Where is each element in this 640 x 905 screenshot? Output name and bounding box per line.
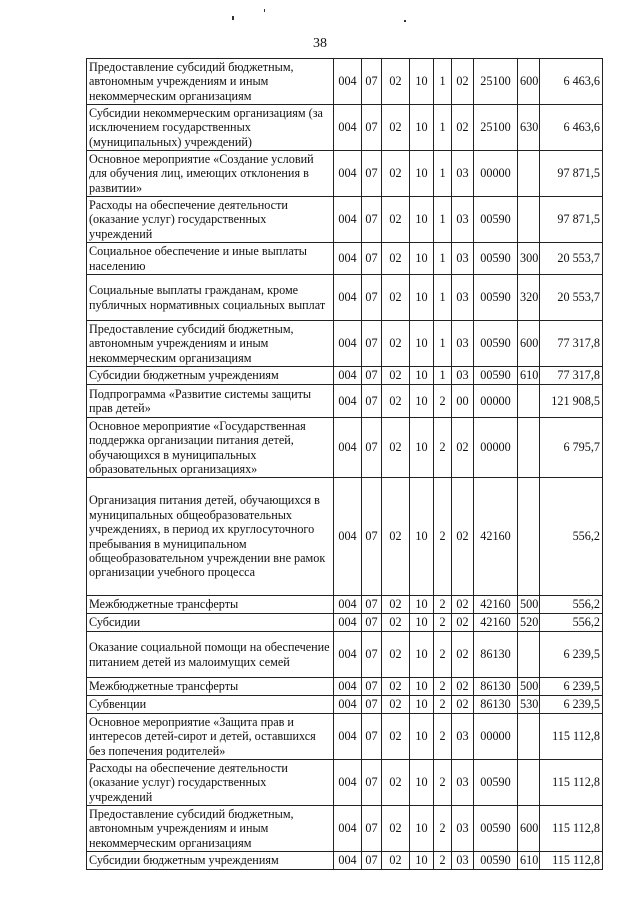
code-cell-c5: 2 [434,696,452,714]
amount-cell: 556,2 [540,478,603,596]
code-cell-c2: 07 [362,596,382,614]
code-cell-c6: 03 [452,760,474,806]
table-row [87,852,603,870]
code-cell-c1: 004 [334,321,362,367]
table-row [87,418,603,478]
code-cell-c5: 1 [434,321,452,367]
code-cell-c1: 004 [334,151,362,197]
code-cell-c7: 25100 [474,105,518,151]
row-name: Субвенции [87,696,334,714]
table-row [87,367,603,385]
code-cell-c7: 42160 [474,596,518,614]
code-cell-c5: 2 [434,806,452,852]
code-cell-c4: 10 [410,696,434,714]
code-cell-c3: 02 [382,852,410,870]
row-name: Субсидии бюджетным учреждениям [87,852,334,870]
table-row [87,385,603,418]
code-cell-c7: 86130 [474,632,518,678]
code-cell-c2: 07 [362,760,382,806]
code-cell-c2: 07 [362,614,382,632]
code-cell-c6: 03 [452,151,474,197]
code-cell-c8 [518,478,540,596]
code-cell-c6: 03 [452,243,474,275]
code-cell-c8: 320 [518,275,540,321]
code-cell-c1: 004 [334,714,362,760]
code-cell-c6: 03 [452,275,474,321]
code-cell-c2: 07 [362,59,382,105]
code-cell-c3: 02 [382,367,410,385]
code-cell-c4: 10 [410,614,434,632]
row-name: Организация питания детей, обучающихся в муниципальных общеобразовательных учреждениях, в период их круглосуточного пребывания в муниципальном общеобразовательном учреждении вне рамок организации учебного процесса [87,478,334,596]
code-cell-c6: 02 [452,418,474,478]
code-cell-c8: 610 [518,367,540,385]
amount-cell: 97 871,5 [540,151,603,197]
code-cell-c6: 02 [452,105,474,151]
amount-cell: 20 553,7 [540,243,603,275]
code-cell-c5: 2 [434,678,452,696]
code-cell-c6: 02 [452,596,474,614]
code-cell-c1: 004 [334,418,362,478]
code-cell-c7: 00000 [474,385,518,418]
code-cell-c8 [518,632,540,678]
code-cell-c6: 00 [452,385,474,418]
code-cell-c6: 03 [452,714,474,760]
amount-cell: 6 239,5 [540,678,603,696]
code-cell-c2: 07 [362,151,382,197]
code-cell-c5: 1 [434,243,452,275]
row-name: Субсидии [87,614,334,632]
amount-cell: 115 112,8 [540,852,603,870]
code-cell-c2: 07 [362,243,382,275]
code-cell-c3: 02 [382,614,410,632]
code-cell-c3: 02 [382,243,410,275]
code-cell-c1: 004 [334,678,362,696]
code-cell-c1: 004 [334,696,362,714]
code-cell-c7: 00000 [474,714,518,760]
code-cell-c6: 03 [452,197,474,243]
code-cell-c8: 600 [518,59,540,105]
table-row [87,678,603,696]
table-row [87,632,603,678]
code-cell-c7: 00590 [474,806,518,852]
code-cell-c7: 00590 [474,197,518,243]
code-cell-c2: 07 [362,678,382,696]
scan-speck [232,16,234,20]
row-name: Предоставление субсидий бюджетным, автономным учреждениям и иным некоммерческим организациям [87,59,334,105]
code-cell-c8: 530 [518,696,540,714]
table-row [87,696,603,714]
code-cell-c8: 610 [518,852,540,870]
code-cell-c8: 520 [518,614,540,632]
row-name: Оказание социальной помощи на обеспечение питанием детей из малоимущих семей [87,632,334,678]
code-cell-c1: 004 [334,275,362,321]
row-name: Расходы на обеспечение деятельности (оказание услуг) государственных учреждений [87,197,334,243]
code-cell-c5: 2 [434,418,452,478]
code-cell-c3: 02 [382,321,410,367]
amount-cell: 6 795,7 [540,418,603,478]
amount-cell: 97 871,5 [540,197,603,243]
code-cell-c2: 07 [362,478,382,596]
code-cell-c1: 004 [334,760,362,806]
code-cell-c4: 10 [410,151,434,197]
code-cell-c1: 004 [334,105,362,151]
code-cell-c6: 02 [452,614,474,632]
code-cell-c7: 00000 [474,418,518,478]
row-name: Предоставление субсидий бюджетным, автономным учреждениям и иным некоммерческим организациям [87,806,334,852]
code-cell-c1: 004 [334,243,362,275]
code-cell-c4: 10 [410,632,434,678]
code-cell-c8 [518,760,540,806]
amount-cell: 115 112,8 [540,714,603,760]
code-cell-c2: 07 [362,321,382,367]
code-cell-c3: 02 [382,678,410,696]
amount-cell: 115 112,8 [540,760,603,806]
code-cell-c5: 1 [434,367,452,385]
code-cell-c6: 03 [452,367,474,385]
code-cell-c2: 07 [362,632,382,678]
table-row [87,197,603,243]
code-cell-c6: 02 [452,478,474,596]
code-cell-c2: 07 [362,418,382,478]
code-cell-c8: 500 [518,678,540,696]
code-cell-c5: 1 [434,105,452,151]
code-cell-c3: 02 [382,275,410,321]
code-cell-c7: 00590 [474,243,518,275]
amount-cell: 20 553,7 [540,275,603,321]
code-cell-c8 [518,197,540,243]
code-cell-c4: 10 [410,714,434,760]
amount-cell: 556,2 [540,614,603,632]
code-cell-c7: 00590 [474,760,518,806]
code-cell-c3: 02 [382,59,410,105]
code-cell-c6: 02 [452,678,474,696]
code-cell-c3: 02 [382,151,410,197]
code-cell-c1: 004 [334,385,362,418]
code-cell-c3: 02 [382,806,410,852]
table-row [87,806,603,852]
code-cell-c4: 10 [410,760,434,806]
code-cell-c7: 00590 [474,321,518,367]
code-cell-c4: 10 [410,59,434,105]
code-cell-c7: 86130 [474,696,518,714]
page-number: 38 [313,36,327,51]
code-cell-c3: 02 [382,760,410,806]
table-row [87,596,603,614]
row-name: Социальное обеспечение и иные выплаты населению [87,243,334,275]
table-row [87,614,603,632]
code-cell-c1: 004 [334,852,362,870]
code-cell-c4: 10 [410,478,434,596]
code-cell-c2: 07 [362,806,382,852]
code-cell-c3: 02 [382,696,410,714]
code-cell-c8 [518,714,540,760]
code-cell-c1: 004 [334,596,362,614]
code-cell-c4: 10 [410,678,434,696]
code-cell-c5: 2 [434,596,452,614]
code-cell-c4: 10 [410,197,434,243]
code-cell-c7: 00000 [474,151,518,197]
code-cell-c2: 07 [362,385,382,418]
code-cell-c2: 07 [362,105,382,151]
code-cell-c6: 03 [452,806,474,852]
code-cell-c3: 02 [382,478,410,596]
code-cell-c4: 10 [410,806,434,852]
code-cell-c2: 07 [362,696,382,714]
row-name: Предоставление субсидий бюджетным, автономным учреждениям и иным некоммерческим организациям [87,321,334,367]
table-row [87,760,603,806]
row-name: Основное мероприятие «Создание условий для обучения лиц, имеющих отклонения в развитии» [87,151,334,197]
amount-cell: 6 463,6 [540,59,603,105]
amount-cell: 6 463,6 [540,105,603,151]
code-cell-c4: 10 [410,321,434,367]
code-cell-c4: 10 [410,367,434,385]
code-cell-c3: 02 [382,197,410,243]
code-cell-c3: 02 [382,714,410,760]
code-cell-c1: 004 [334,806,362,852]
code-cell-c5: 2 [434,714,452,760]
code-cell-c6: 02 [452,59,474,105]
amount-cell: 121 908,5 [540,385,603,418]
code-cell-c2: 07 [362,852,382,870]
row-name: Основное мероприятие «Защита прав и интересов детей-сирот и детей, оставшихся без попечения родителей» [87,714,334,760]
code-cell-c8 [518,385,540,418]
code-cell-c1: 004 [334,614,362,632]
code-cell-c8 [518,151,540,197]
code-cell-c2: 07 [362,367,382,385]
code-cell-c6: 03 [452,321,474,367]
code-cell-c8: 600 [518,321,540,367]
row-name: Межбюджетные трансферты [87,678,334,696]
table-row [87,59,603,105]
budget-table [86,58,603,870]
row-name: Основное мероприятие «Государственная поддержка организации питания детей, обучающихся в муниципальных образовательных организациях» [87,418,334,478]
table-row [87,321,603,367]
code-cell-c5: 2 [434,852,452,870]
table-row [87,105,603,151]
code-cell-c4: 10 [410,418,434,478]
code-cell-c5: 1 [434,197,452,243]
code-cell-c2: 07 [362,714,382,760]
row-name: Расходы на обеспечение деятельности (оказание услуг) государственных учреждений [87,760,334,806]
code-cell-c1: 004 [334,59,362,105]
amount-cell: 556,2 [540,596,603,614]
row-name: Межбюджетные трансферты [87,596,334,614]
code-cell-c4: 10 [410,385,434,418]
code-cell-c3: 02 [382,632,410,678]
code-cell-c8: 300 [518,243,540,275]
amount-cell: 6 239,5 [540,696,603,714]
row-name: Субсидии некоммерческим организациям (за исключением государственных (муниципальных) учреждений) [87,105,334,151]
code-cell-c5: 1 [434,151,452,197]
budget-table-body [87,59,603,870]
scan-speck [404,20,406,22]
code-cell-c5: 2 [434,478,452,596]
code-cell-c3: 02 [382,418,410,478]
code-cell-c6: 03 [452,852,474,870]
amount-cell: 77 317,8 [540,367,603,385]
code-cell-c7: 00590 [474,852,518,870]
code-cell-c4: 10 [410,852,434,870]
code-cell-c6: 02 [452,696,474,714]
code-cell-c1: 004 [334,632,362,678]
code-cell-c5: 2 [434,385,452,418]
table-row [87,714,603,760]
code-cell-c5: 2 [434,614,452,632]
code-cell-c5: 1 [434,59,452,105]
code-cell-c7: 00590 [474,275,518,321]
code-cell-c3: 02 [382,385,410,418]
table-row [87,275,603,321]
table-row [87,243,603,275]
code-cell-c7: 25100 [474,59,518,105]
code-cell-c5: 2 [434,760,452,806]
code-cell-c3: 02 [382,105,410,151]
code-cell-c8: 500 [518,596,540,614]
amount-cell: 77 317,8 [540,321,603,367]
code-cell-c1: 004 [334,197,362,243]
code-cell-c5: 2 [434,632,452,678]
code-cell-c2: 07 [362,275,382,321]
code-cell-c8 [518,418,540,478]
code-cell-c4: 10 [410,105,434,151]
code-cell-c6: 02 [452,632,474,678]
table-row [87,151,603,197]
row-name: Социальные выплаты гражданам, кроме публичных нормативных социальных выплат [87,275,334,321]
row-name: Подпрограмма «Развитие системы защиты прав детей» [87,385,334,418]
code-cell-c1: 004 [334,478,362,596]
code-cell-c1: 004 [334,367,362,385]
scan-speck [264,9,265,12]
code-cell-c7: 42160 [474,478,518,596]
code-cell-c8: 630 [518,105,540,151]
code-cell-c7: 00590 [474,367,518,385]
code-cell-c7: 86130 [474,678,518,696]
amount-cell: 115 112,8 [540,806,603,852]
code-cell-c4: 10 [410,243,434,275]
amount-cell: 6 239,5 [540,632,603,678]
code-cell-c3: 02 [382,596,410,614]
row-name: Субсидии бюджетным учреждениям [87,367,334,385]
code-cell-c2: 07 [362,197,382,243]
code-cell-c4: 10 [410,596,434,614]
code-cell-c4: 10 [410,275,434,321]
code-cell-c8: 600 [518,806,540,852]
table-row [87,478,603,596]
code-cell-c5: 1 [434,275,452,321]
code-cell-c7: 42160 [474,614,518,632]
